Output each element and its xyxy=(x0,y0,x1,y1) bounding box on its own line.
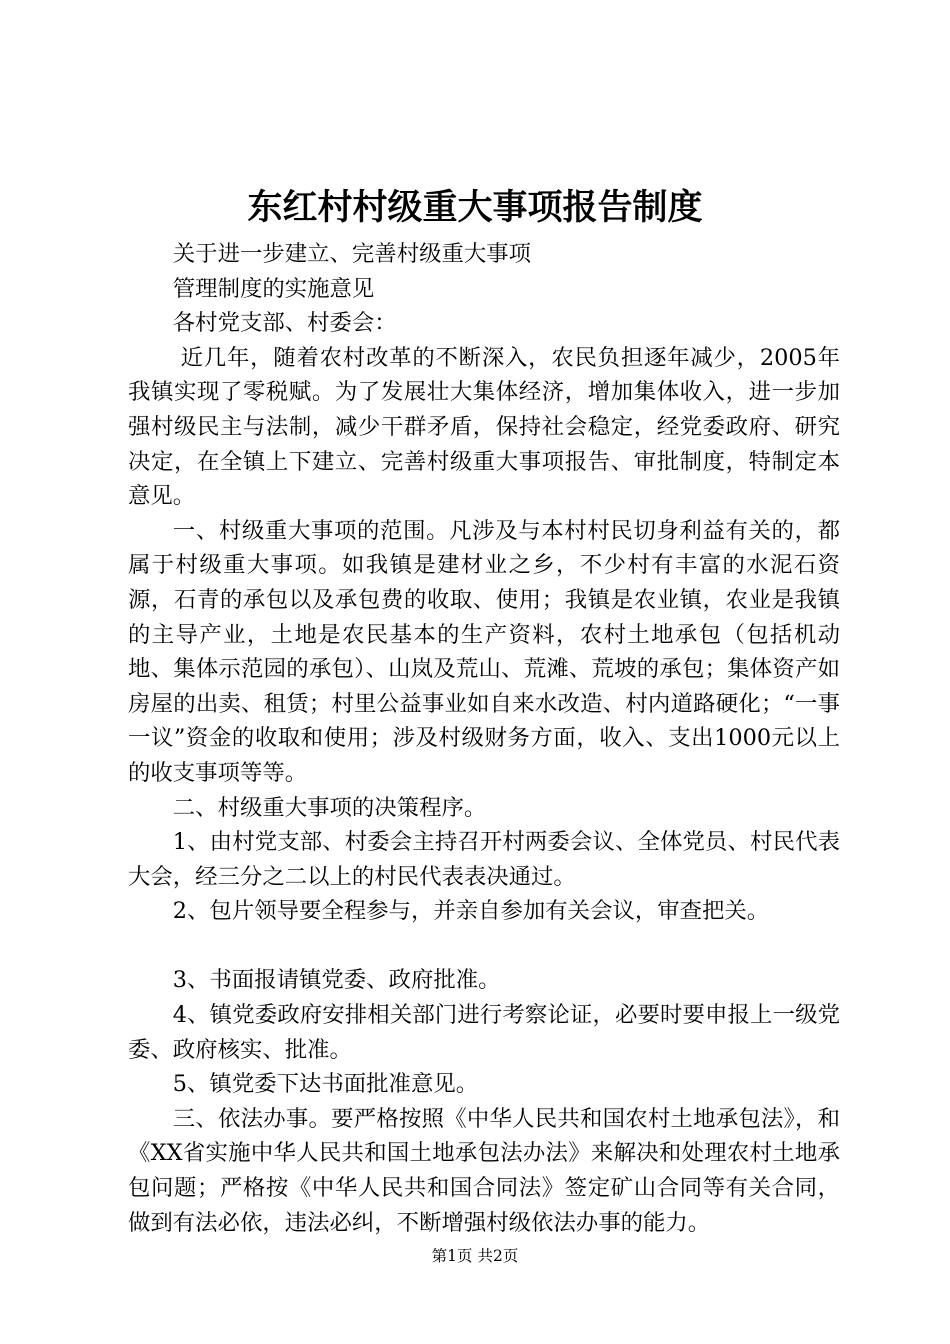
paragraph-section-2: 二、村级重大事项的决策程序。 xyxy=(172,794,487,821)
document-title: 东红村村级重大事项报告制度 xyxy=(247,187,703,228)
paragraph-section-3: 三、依法办事。要严格按照《中华人民共和国农村土地承包法》，和《XX省实施中华人民共和国土地承包法办法》来解决和处理农村土地承包问题；严格按《中华人民共和国合同法》签定矿山合同等有关合同，做到有法必依，违法必纠，不断增强村级依法办事的能力。 xyxy=(128,1105,840,1236)
paragraph-step-5: 5、镇党委下达书面批准意见。 xyxy=(172,1071,479,1098)
paragraph-step-3: 3、书面报请镇党委、政府批准。 xyxy=(172,967,501,994)
paragraph-section-1: 一、村级重大事项的范围。凡涉及与本村村民切身利益有关的，都属于村级重大事项。如我镇是建材业之乡，不少村有丰富的水泥石资源，石青的承包以及承包费的收取、使用；我镇是农业镇，农业是我镇的主导产业，土地是农民基本的生产资料，农村土地承包（包括机动地、集体示范园的承包）、山岚及荒山、荒滩、荒坡的承包；集体资产如房屋的出卖、租赁；村里公益事业如自来水改造、村内道路硬化；“一事一议”资金的收取和使用；涉及村级财务方面，收入、支出1000元以上的收支事项等等。 xyxy=(128,517,840,786)
paragraph-heading-line-1: 关于进一步建立、完善村级重大事项 xyxy=(172,241,532,267)
document-body xyxy=(128,237,840,1240)
paragraph-heading-line-2: 管理制度的实施意见 xyxy=(172,275,375,302)
paragraph-step-1: 1、由村党支部、村委会主持召开村两委会议、全体党员、村民代表大会，经三分之二以上的村民代表表决通过。 xyxy=(128,829,840,890)
page-footer: 第1页 共2页 xyxy=(431,1247,519,1265)
paragraph-salutation: 各村党支部、村委会： xyxy=(172,310,397,337)
paragraph-intro: 近几年，随着农村改革的不断深入，农民负担逐年减少，2005年我镇实现了零税赋。为了发展壮大集体经济，增加集体收入，进一步加强村级民主与法制，减少干群矛盾，保持社会稳定，经党委政府、研究决定，在全镇上下建立、完善村级重大事项报告、审批制度，特制定本意见。 xyxy=(128,344,840,510)
paragraph-step-2: 2、包片领导要全程参与，并亲自参加有关会议，审查把关。 xyxy=(172,898,770,925)
paragraph-step-4: 4、镇党委政府安排相关部门进行考察论证，必要时要申报上一级党委、政府核实、批准。 xyxy=(128,1002,840,1063)
